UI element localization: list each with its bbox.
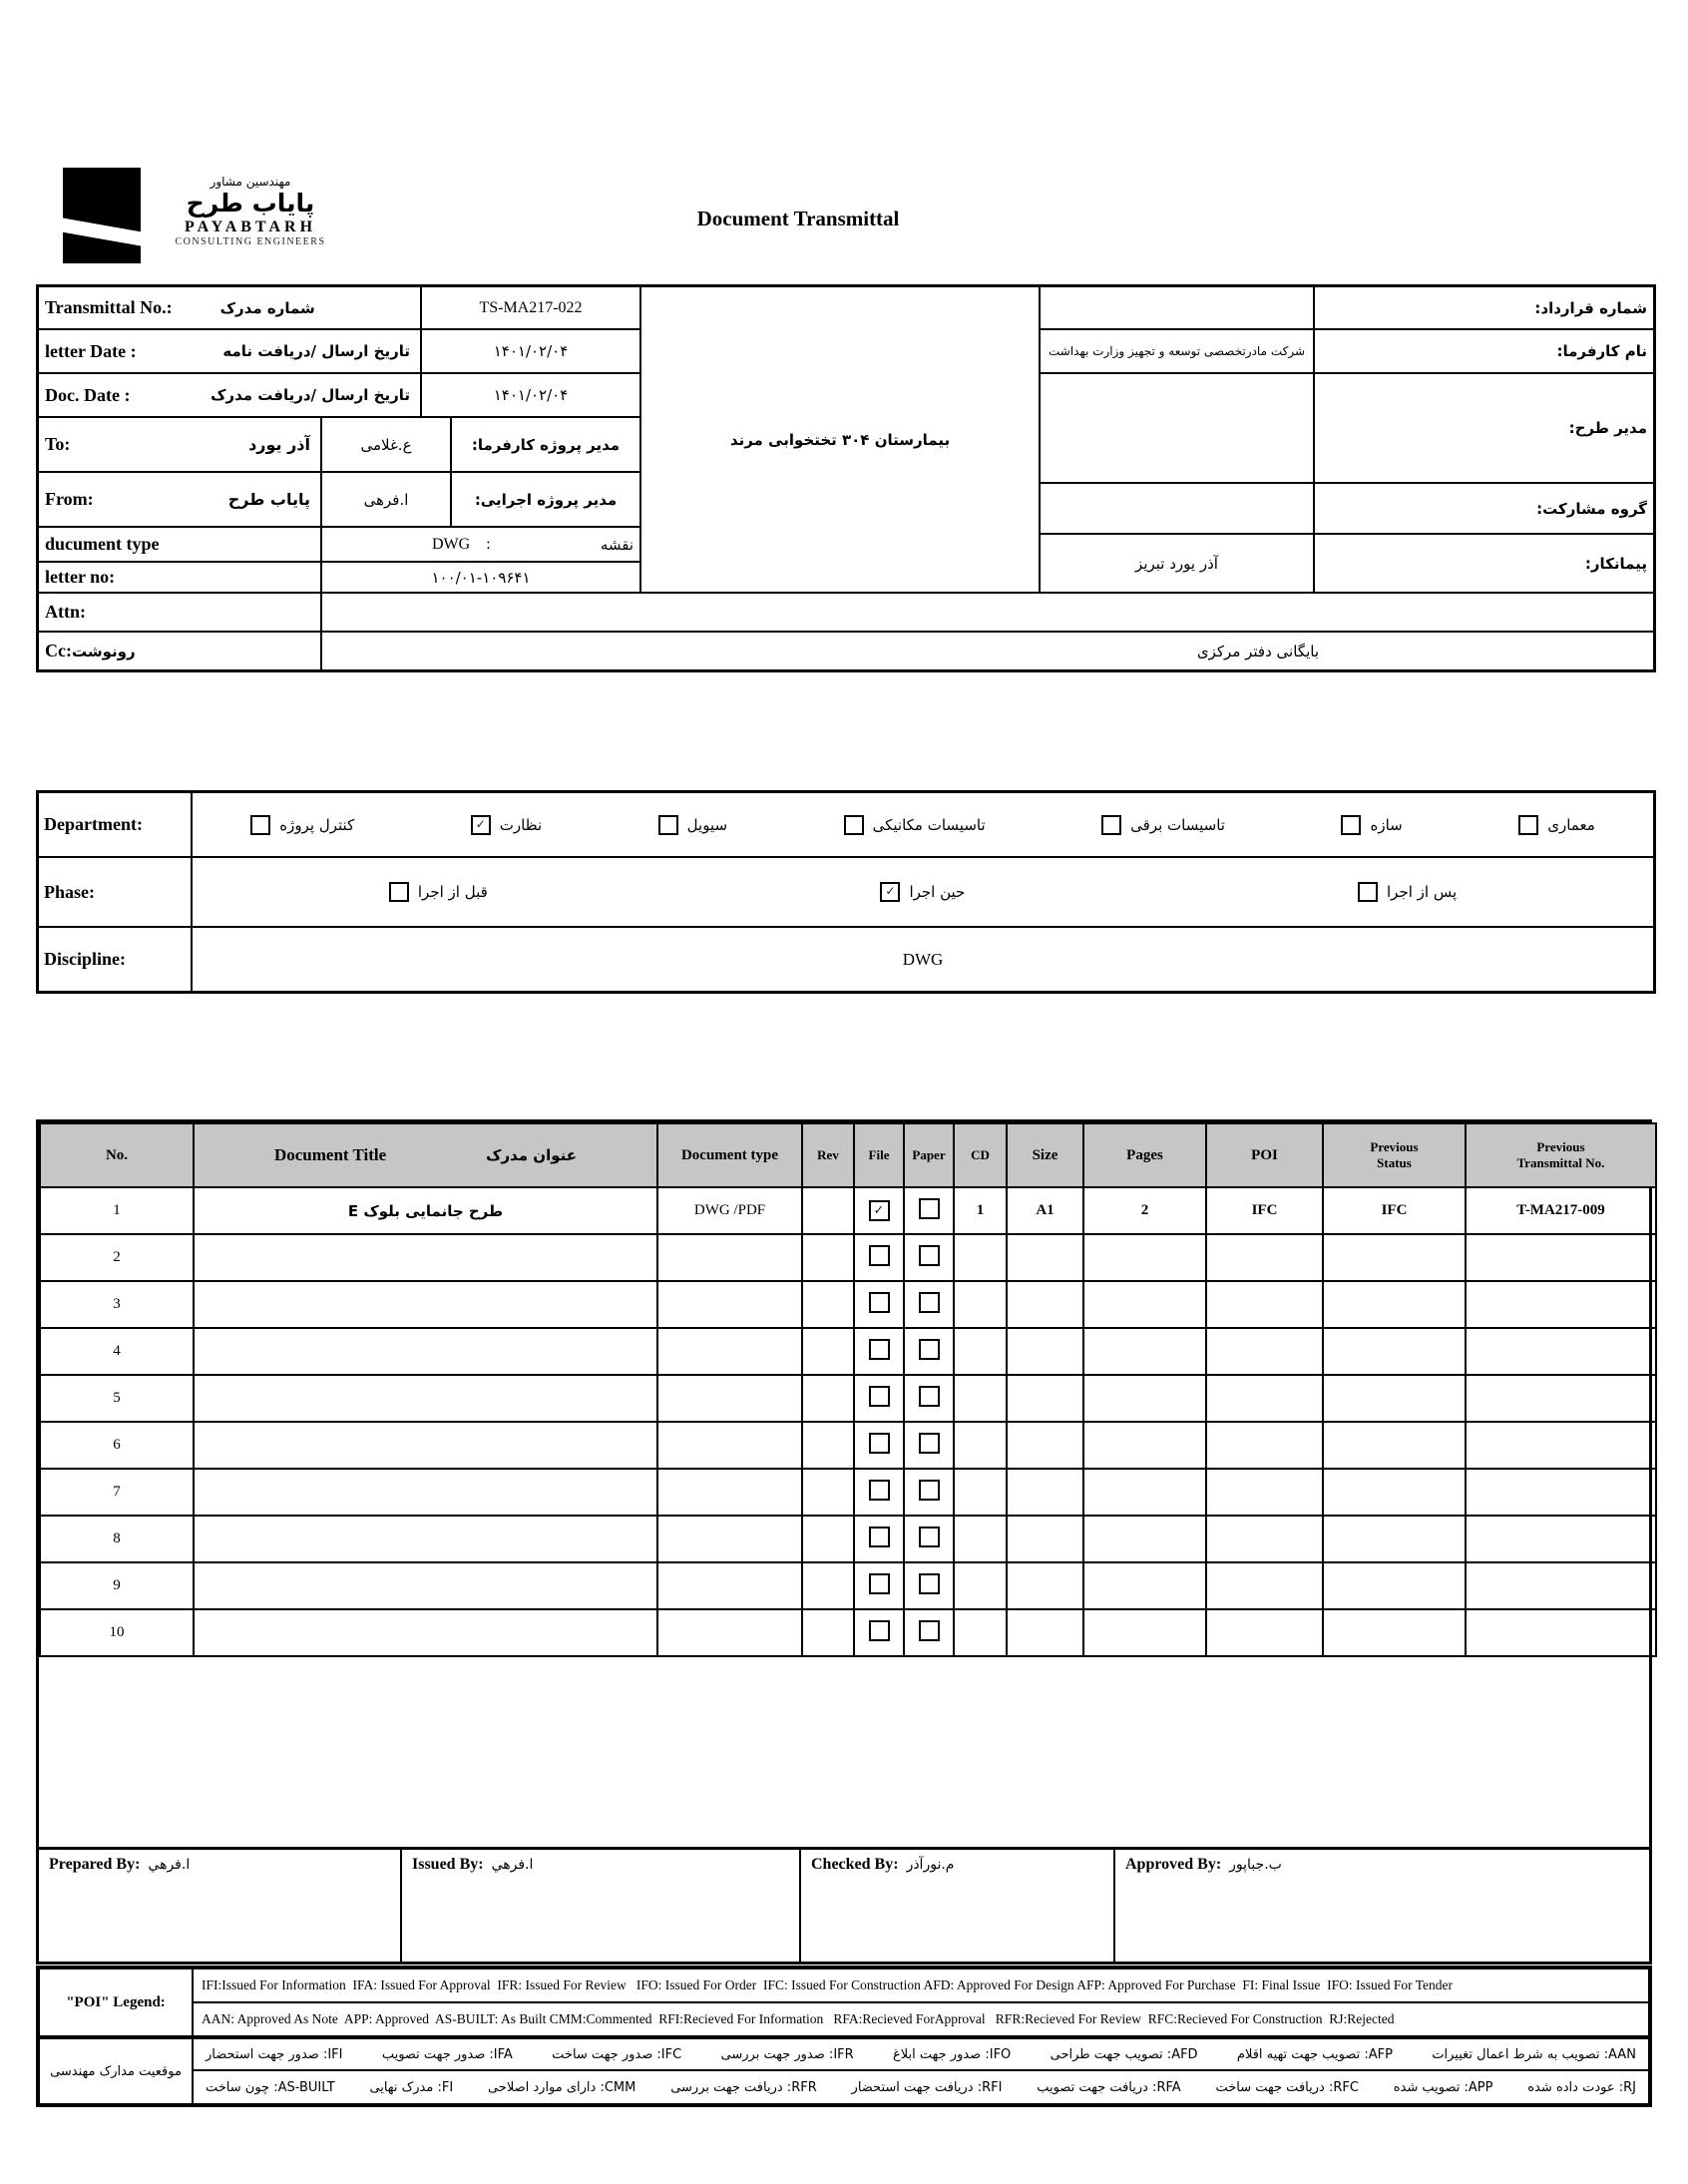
paper-checkbox-cell [904, 1187, 954, 1234]
cell-poi: IFC [1206, 1187, 1323, 1234]
cell-cd [954, 1562, 1007, 1609]
doc-date-value: ۱۴۰۱/۰۲/۰۴ [421, 373, 640, 417]
cell-size [1007, 1562, 1083, 1609]
signature-cell [801, 1850, 1115, 1962]
brand-fa-tagline: مهندسین مشاور [210, 175, 291, 189]
paper-checkbox-cell [904, 1281, 954, 1328]
cell-pages [1083, 1516, 1206, 1562]
cell-poi [1206, 1562, 1323, 1609]
paper-checkbox-cell [904, 1609, 954, 1656]
cell-type [657, 1562, 802, 1609]
paper-checkbox-cell [904, 1562, 954, 1609]
legend [36, 1966, 1652, 2107]
cell-size [1007, 1281, 1083, 1328]
signature-label: Issued By: [412, 1856, 484, 1873]
signature-cell [1115, 1850, 1649, 1962]
contract-no-value [1040, 286, 1314, 329]
cell-poi [1206, 1375, 1323, 1422]
checkbox[interactable] [869, 1527, 890, 1547]
paper-checkbox-cell [904, 1234, 954, 1281]
cell-size [1007, 1234, 1083, 1281]
letter-no-value: ۱۰۰/۰۱-۱۰۹۶۴۱ [321, 562, 640, 593]
cell-pages [1083, 1562, 1206, 1609]
cell-rev [802, 1469, 854, 1516]
checkbox[interactable] [658, 815, 678, 835]
legend-item: IFA: صدور جهت تصویب [381, 2046, 513, 2062]
transmittal-no-label: Transmittal No.: شماره مدرک [38, 286, 421, 329]
file-checkbox-cell [854, 1234, 904, 1281]
executive-pm-label: مدیر پروژه اجرایی: [451, 472, 640, 527]
cell-poi [1206, 1469, 1323, 1516]
cell-no: 4 [40, 1328, 194, 1375]
cell-prev-status [1323, 1234, 1466, 1281]
checkbox-option [471, 815, 542, 835]
file-checkbox-cell [854, 1609, 904, 1656]
cell-pages [1083, 1281, 1206, 1328]
legend-item: AAN: تصویب به شرط اعمال تغییرات [1432, 2046, 1636, 2062]
file-checkbox-cell [854, 1422, 904, 1469]
checkbox[interactable] [869, 1573, 890, 1594]
cell-rev [802, 1422, 854, 1469]
cell-type [657, 1609, 802, 1656]
cell-title [194, 1281, 657, 1328]
client-name-value: شرکت مادرتخصصی توسعه و تجهیز وزارت بهداشت [1040, 329, 1314, 373]
from-value: پایاب طرح [227, 490, 310, 509]
partnership-group-label: گروه مشارکت: [1314, 483, 1654, 534]
info-table [36, 284, 1656, 672]
cell-cd [954, 1281, 1007, 1328]
cell-prev-status [1323, 1422, 1466, 1469]
legend-fa-label: موقعیت مدارک مهندسی [39, 2036, 193, 2104]
cell-cd [954, 1516, 1007, 1562]
cell-title [194, 1516, 657, 1562]
partnership-group-value [1040, 483, 1314, 534]
cell-pages [1083, 1328, 1206, 1375]
col-size: Size [1007, 1123, 1083, 1187]
checkbox-option [844, 815, 986, 835]
col-pages: Pages [1083, 1123, 1206, 1187]
cell-prev-status [1323, 1328, 1466, 1375]
cell-title [194, 1328, 657, 1375]
cell-poi [1206, 1281, 1323, 1328]
cell-prev-status [1323, 1516, 1466, 1562]
document-type-label: ducument type [38, 527, 321, 562]
cell-rev [802, 1187, 854, 1234]
cell-rev [802, 1609, 854, 1656]
checkbox[interactable]: ✓ [471, 815, 491, 835]
to-row: To: آذر یورد [38, 417, 321, 472]
cell-prev-status [1323, 1469, 1466, 1516]
cell-no: 10 [40, 1609, 194, 1656]
design-manager-value [1040, 373, 1314, 483]
cell-rev [802, 1328, 854, 1375]
document-type-value: DWG : نقشه [321, 527, 640, 562]
checkbox[interactable] [919, 1620, 940, 1641]
checkbox-option-label: کنترل پروژه [279, 815, 355, 834]
cell-prev-transmittal: T-MA217-009 [1466, 1187, 1656, 1234]
checkbox-option-label: معماری [1547, 815, 1595, 834]
cell-cd [954, 1469, 1007, 1516]
contract-no-label: شماره قرارداد: [1314, 286, 1654, 329]
cell-cd [954, 1328, 1007, 1375]
cell-type: DWG /PDF [657, 1187, 802, 1234]
cell-no: 6 [40, 1422, 194, 1469]
checkbox[interactable] [919, 1339, 940, 1360]
checkbox-option [658, 815, 727, 835]
checkbox[interactable] [919, 1198, 940, 1219]
signature-label: Prepared By: [49, 1856, 141, 1873]
checkbox[interactable] [869, 1620, 890, 1641]
letter-date-value: ۱۴۰۱/۰۲/۰۴ [421, 329, 640, 373]
col-doc-type: Document type [657, 1123, 802, 1187]
legend-item: RFC: دریافت جهت ساخت [1215, 2079, 1359, 2095]
table-row [40, 1562, 1656, 1609]
transmittal-no-value: TS-MA217-022 [421, 286, 640, 329]
cell-type [657, 1422, 802, 1469]
checkbox-option-label: سازه [1370, 815, 1403, 834]
cell-size [1007, 1328, 1083, 1375]
checkbox[interactable] [919, 1480, 940, 1501]
cell-type [657, 1469, 802, 1516]
table-row [40, 1609, 1656, 1656]
checkbox-option [1358, 882, 1457, 902]
cc-label: Cc: رونوشت [38, 632, 321, 670]
design-manager-label: مدیر طرح: [1314, 373, 1654, 483]
cell-prev-status [1323, 1609, 1466, 1656]
notes-area [39, 1657, 1649, 1847]
department-options [192, 792, 1654, 857]
checkbox-option-label: سیویل [686, 815, 728, 834]
cell-pages: 2 [1083, 1187, 1206, 1234]
legend-item: RFR: دریافت جهت بررسی [670, 2079, 817, 2095]
cell-prev-status [1323, 1281, 1466, 1328]
letter-no-label: letter no: [38, 562, 321, 593]
cell-prev-transmittal [1466, 1234, 1656, 1281]
col-paper: Paper [904, 1123, 954, 1187]
checkbox[interactable] [869, 1292, 890, 1313]
checkbox[interactable] [869, 1480, 890, 1501]
cell-no: 9 [40, 1562, 194, 1609]
checkbox-option [1518, 815, 1595, 835]
signature-cell [402, 1850, 801, 1962]
cell-rev [802, 1562, 854, 1609]
legend-item: FI: مدرک نهایی [369, 2079, 454, 2095]
checkbox[interactable] [1358, 882, 1378, 902]
cell-pages [1083, 1375, 1206, 1422]
cell-no: 5 [40, 1375, 194, 1422]
cell-prev-transmittal [1466, 1281, 1656, 1328]
phase-options [192, 857, 1654, 927]
file-checkbox-cell [854, 1328, 904, 1375]
contractor-label: پیمانکار: [1314, 534, 1654, 593]
cell-type [657, 1328, 802, 1375]
cc-value: بایگانی دفتر مرکزی [321, 632, 1654, 670]
attn-label: Attn: [38, 593, 321, 632]
file-checkbox-cell [854, 1562, 904, 1609]
cell-rev [802, 1234, 854, 1281]
checkbox[interactable] [869, 1386, 890, 1407]
signature-label: Approved By: [1125, 1856, 1222, 1873]
legend-item: AFD: تصویب جهت طراحی [1050, 2046, 1198, 2062]
cell-poi [1206, 1609, 1323, 1656]
cell-type [657, 1281, 802, 1328]
cell-title [194, 1375, 657, 1422]
cell-poi [1206, 1234, 1323, 1281]
to-person: ع.غلامی [321, 417, 451, 472]
from-person: ا.فرهی [321, 472, 451, 527]
signature-cell [39, 1850, 402, 1962]
legend-fa-row1 [193, 2036, 1649, 2070]
checkbox-option [1101, 815, 1225, 835]
cell-prev-transmittal [1466, 1375, 1656, 1422]
brand-en-tagline: CONSULTING ENGINEERS [175, 235, 326, 247]
checkbox[interactable] [1518, 815, 1538, 835]
table-row [40, 1516, 1656, 1562]
cell-prev-transmittal [1466, 1328, 1656, 1375]
checkbox[interactable]: ✓ [880, 882, 900, 902]
table-row [40, 1234, 1656, 1281]
cell-rev [802, 1516, 854, 1562]
col-prev-status: Previous Status [1323, 1123, 1466, 1187]
discipline-value: DWG [192, 927, 1654, 992]
checkbox[interactable] [919, 1292, 940, 1313]
signature-label: Checked By: [811, 1856, 899, 1873]
file-checkbox-cell [854, 1469, 904, 1516]
signature-name: ا.فرهي [148, 1857, 191, 1873]
paper-checkbox-cell [904, 1328, 954, 1375]
legend-item: IFO: صدور جهت ابلاغ [893, 2046, 1012, 2062]
cell-prev-status: IFC [1323, 1187, 1466, 1234]
signature-name: م.نورآذر [906, 1857, 955, 1873]
table-row [40, 1422, 1656, 1469]
file-checkbox-cell [854, 1187, 904, 1234]
paper-checkbox-cell [904, 1375, 954, 1422]
attn-value [321, 593, 1654, 632]
cell-type [657, 1516, 802, 1562]
cell-size [1007, 1422, 1083, 1469]
checkbox-option [250, 815, 354, 835]
col-title: Document Title عنوان مدرک [194, 1123, 657, 1187]
checkbox-option-label: پس از اجرا [1387, 883, 1458, 901]
legend-en-row1: IFI:Issued For Information IFA: Issued For Approval IFR: Issued For Review IFO: Issued For Order IFC: Issued For Construction AFD: Approved For Design AFP: Approved For Purchase FI: Final Issue IFO: Issued For Tender [193, 1968, 1649, 2002]
legend-item: RJ: عودت داده شده [1527, 2079, 1636, 2095]
col-no: No. [40, 1123, 194, 1187]
signature-name: ا.فرهي [491, 1857, 534, 1873]
table-row [40, 1281, 1656, 1328]
documents-table [39, 1122, 1657, 1657]
brand-fa-name: پایاب طرح [186, 188, 315, 218]
from-row: From: پایاب طرح [38, 472, 321, 527]
col-file: File [854, 1123, 904, 1187]
cell-pages [1083, 1609, 1206, 1656]
legend-item: AFP: تصویب جهت تهیه اقلام [1236, 2046, 1393, 2062]
company-brand [146, 176, 355, 247]
paper-checkbox-cell [904, 1422, 954, 1469]
cell-cd [954, 1375, 1007, 1422]
cell-cd: 1 [954, 1187, 1007, 1234]
cell-prev-transmittal [1466, 1516, 1656, 1562]
checkbox-option-label: تاسیسات مکانیکی [872, 815, 986, 834]
cell-title [194, 1469, 657, 1516]
cell-no: 1 [40, 1187, 194, 1234]
table-row [40, 1469, 1656, 1516]
cell-cd [954, 1234, 1007, 1281]
legend-fa-row2 [193, 2070, 1649, 2104]
checkbox-option-label: تاسیسات برقی [1130, 815, 1225, 834]
poi-legend-label: "POI" Legend: [39, 1968, 193, 2036]
checkbox[interactable]: ✓ [869, 1200, 890, 1221]
classification-table [36, 790, 1656, 994]
legend-item: APP: تصویب شده [1393, 2079, 1493, 2095]
cell-prev-transmittal [1466, 1609, 1656, 1656]
cell-size: A1 [1007, 1187, 1083, 1234]
checkbox-option [1341, 815, 1402, 835]
cell-prev-transmittal [1466, 1469, 1656, 1516]
checkbox[interactable] [869, 1433, 890, 1454]
cell-rev [802, 1375, 854, 1422]
cell-rev [802, 1281, 854, 1328]
cell-title [194, 1562, 657, 1609]
cell-pages [1083, 1469, 1206, 1516]
checkbox[interactable] [919, 1386, 940, 1407]
signature-name: ب.جباپور [1229, 1857, 1282, 1873]
checkbox-option [880, 882, 965, 902]
col-rev: Rev [802, 1123, 854, 1187]
paper-checkbox-cell [904, 1516, 954, 1562]
page-title: Document Transmittal [696, 207, 900, 230]
client-pm-label: مدیر پروژه کارفرما: [451, 417, 640, 472]
contractor-value: آذر یورد تبریز [1040, 534, 1314, 593]
doc-date-label: Doc. Date : تاریخ ارسال /دریافت مدرک [38, 373, 421, 417]
cell-prev-status [1323, 1375, 1466, 1422]
to-value: آذر یورد [248, 435, 310, 454]
project-name: بیمارستان ۳۰۴ تختخوابی مرند [640, 286, 1040, 593]
checkbox[interactable] [919, 1573, 940, 1594]
phase-label: Phase: [38, 857, 192, 927]
file-checkbox-cell [854, 1281, 904, 1328]
cell-size [1007, 1469, 1083, 1516]
checkbox[interactable] [250, 815, 270, 835]
cell-prev-status [1323, 1562, 1466, 1609]
client-name-label: نام کارفرما: [1314, 329, 1654, 373]
col-poi: POI [1206, 1123, 1323, 1187]
cell-title [194, 1609, 657, 1656]
cell-size [1007, 1516, 1083, 1562]
legend-item: IFR: صدور جهت بررسی [720, 2046, 854, 2062]
cell-prev-transmittal [1466, 1422, 1656, 1469]
cell-title [194, 1422, 657, 1469]
cell-type [657, 1234, 802, 1281]
documents-block [36, 1119, 1652, 1965]
cell-title [194, 1234, 657, 1281]
checkbox[interactable] [869, 1245, 890, 1266]
cell-poi [1206, 1516, 1323, 1562]
cell-size [1007, 1375, 1083, 1422]
col-prev-transmittal: Previous Transmittal No. [1466, 1123, 1656, 1187]
legend-en-row2: AAN: Approved As Note APP: Approved AS-BUILT: As Built CMM:Commented RFI:Recieved For Information RFA:Recieved ForApproval RFR:Recieved For Review RFC:Recieved For Construction RJ:Rejected [193, 2002, 1649, 2036]
cell-title: طرح جانمایی بلوک E [194, 1187, 657, 1234]
checkbox[interactable] [1341, 815, 1361, 835]
cell-size [1007, 1609, 1083, 1656]
legend-item: IFI: صدور جهت استحضار [206, 2046, 343, 2062]
brand-en-name: PAYABTARH [184, 218, 317, 235]
checkbox[interactable] [919, 1433, 940, 1454]
signature-row [39, 1847, 1649, 1962]
cell-no: 8 [40, 1516, 194, 1562]
cell-prev-transmittal [1466, 1562, 1656, 1609]
table-row [40, 1375, 1656, 1422]
legend-item: RFI: دریافت جهت استحضار [851, 2079, 1003, 2095]
table-header-row [40, 1123, 1656, 1187]
logo-stripe [63, 217, 141, 247]
company-logo-icon [63, 168, 141, 263]
table-row [40, 1328, 1656, 1375]
cell-no: 3 [40, 1281, 194, 1328]
col-cd: CD [954, 1123, 1007, 1187]
checkbox[interactable] [919, 1527, 940, 1547]
legend-item: CMM: دارای موارد اصلاحی [487, 2079, 636, 2095]
paper-checkbox-cell [904, 1469, 954, 1516]
letter-date-label: letter Date : تاریخ ارسال /دریافت نامه [38, 329, 421, 373]
legend-item: AS-BUILT: چون ساخت [206, 2079, 335, 2095]
checkbox-option-label: قبل از اجرا [417, 883, 488, 901]
cell-cd [954, 1609, 1007, 1656]
cell-poi [1206, 1328, 1323, 1375]
checkbox[interactable] [844, 815, 864, 835]
cell-type [657, 1375, 802, 1422]
discipline-label: Discipline: [38, 927, 192, 992]
checkbox[interactable] [869, 1339, 890, 1360]
cell-pages [1083, 1234, 1206, 1281]
checkbox[interactable] [919, 1245, 940, 1266]
cell-no: 2 [40, 1234, 194, 1281]
checkbox[interactable] [1101, 815, 1121, 835]
table-row [40, 1187, 1656, 1234]
cell-pages [1083, 1422, 1206, 1469]
doc-table-body [40, 1187, 1656, 1656]
cell-cd [954, 1422, 1007, 1469]
legend-item: RFA: دریافت جهت تصویب [1037, 2079, 1181, 2095]
department-label: Department: [38, 792, 192, 857]
checkbox[interactable] [389, 882, 409, 902]
checkbox-option [389, 882, 488, 902]
checkbox-option-label: حین اجرا [909, 883, 966, 901]
cell-no: 7 [40, 1469, 194, 1516]
file-checkbox-cell [854, 1516, 904, 1562]
checkbox-option-label: نظارت [499, 815, 543, 834]
legend-item: IFC: صدور جهت ساخت [552, 2046, 682, 2062]
file-checkbox-cell [854, 1375, 904, 1422]
cell-poi [1206, 1422, 1323, 1469]
